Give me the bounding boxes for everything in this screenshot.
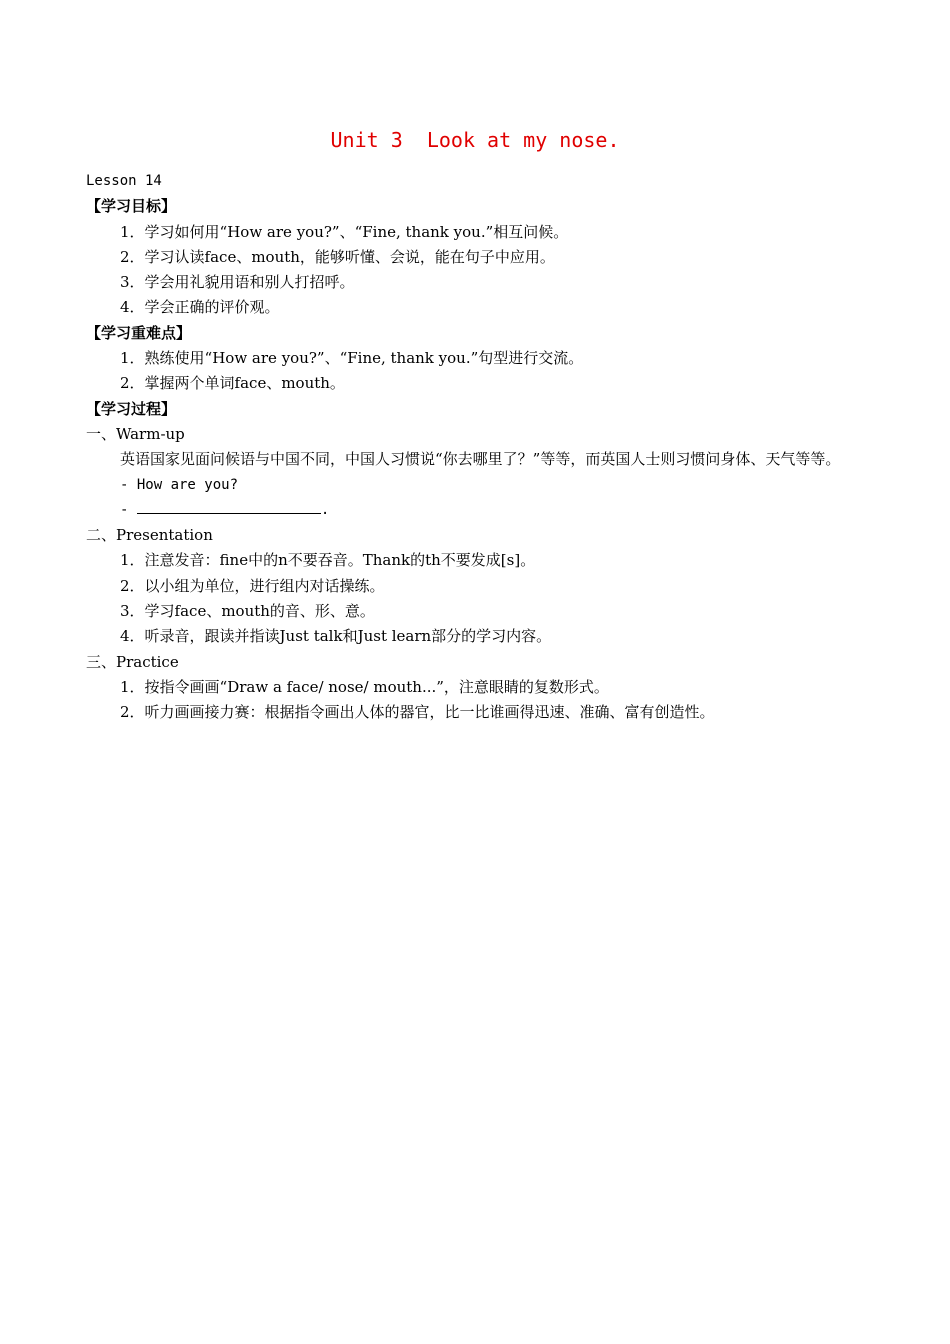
practice-item: 1．按指令画画“Draw a face/ nose/ mouth...”，注意眼睛的复数形式。 bbox=[120, 677, 609, 696]
practice-item: 2．听力画画接力赛：根据指令画出人体的器官，比一比谁画得迅速、准确、富有创造性。 bbox=[120, 703, 715, 722]
goal-item: 1．学习如何用“How are you?”、“Fine, thank you.”相互问候。 bbox=[120, 222, 569, 241]
warmup-paragraph: 英语国家见面问候语与中国不同，中国人习惯说“你去哪里了？”等等，而英国人士则习惯问身体、天气等等。 bbox=[120, 450, 841, 469]
goal-item: 3．学会用礼貌用语和别人打招呼。 bbox=[120, 273, 355, 292]
goal-item: 4．学会正确的评价观。 bbox=[120, 298, 280, 317]
presentation-item: 1．注意发音：fine中的n不要吞音。Thank的th不要发成[s]。 bbox=[120, 551, 536, 570]
presentation-item: 2．以小组为单位，进行组内对话操练。 bbox=[120, 576, 385, 595]
dialog-question: - How are you? bbox=[120, 476, 239, 493]
dialog-answer-prefix: - bbox=[120, 501, 137, 518]
keypoints-heading: 【学习重难点】 bbox=[86, 323, 192, 342]
goal-item: 2．学习认读face、mouth，能够听懂、会说，能在句子中应用。 bbox=[120, 247, 555, 266]
dialog-answer bbox=[86, 498, 886, 523]
keypoint-item: 2．掌握两个单词face、mouth。 bbox=[120, 374, 345, 393]
keypoint-item: 1．熟练使用“How are you?”、“Fine, thank you.”句型进行交流。 bbox=[120, 349, 584, 368]
practice-label: 三、Practice bbox=[86, 652, 179, 671]
presentation-item: 3．学习face、mouth的音、形、意。 bbox=[120, 602, 375, 621]
process-heading: 【学习过程】 bbox=[86, 399, 177, 418]
document-body bbox=[86, 169, 886, 726]
lesson-label: Lesson 14 bbox=[86, 173, 162, 189]
goals-heading: 【学习目标】 bbox=[86, 197, 177, 216]
document-title: Unit 3 Look at my nose. bbox=[330, 128, 620, 152]
dialog-answer-suffix: . bbox=[320, 501, 330, 518]
warmup-label: 一、Warm-up bbox=[86, 424, 185, 443]
presentation-item: 4．听录音，跟读并指读Just talk和Just learn部分的学习内容。 bbox=[120, 627, 552, 646]
presentation-label: 二、Presentation bbox=[86, 526, 213, 545]
answer-blank[interactable] bbox=[137, 499, 321, 514]
